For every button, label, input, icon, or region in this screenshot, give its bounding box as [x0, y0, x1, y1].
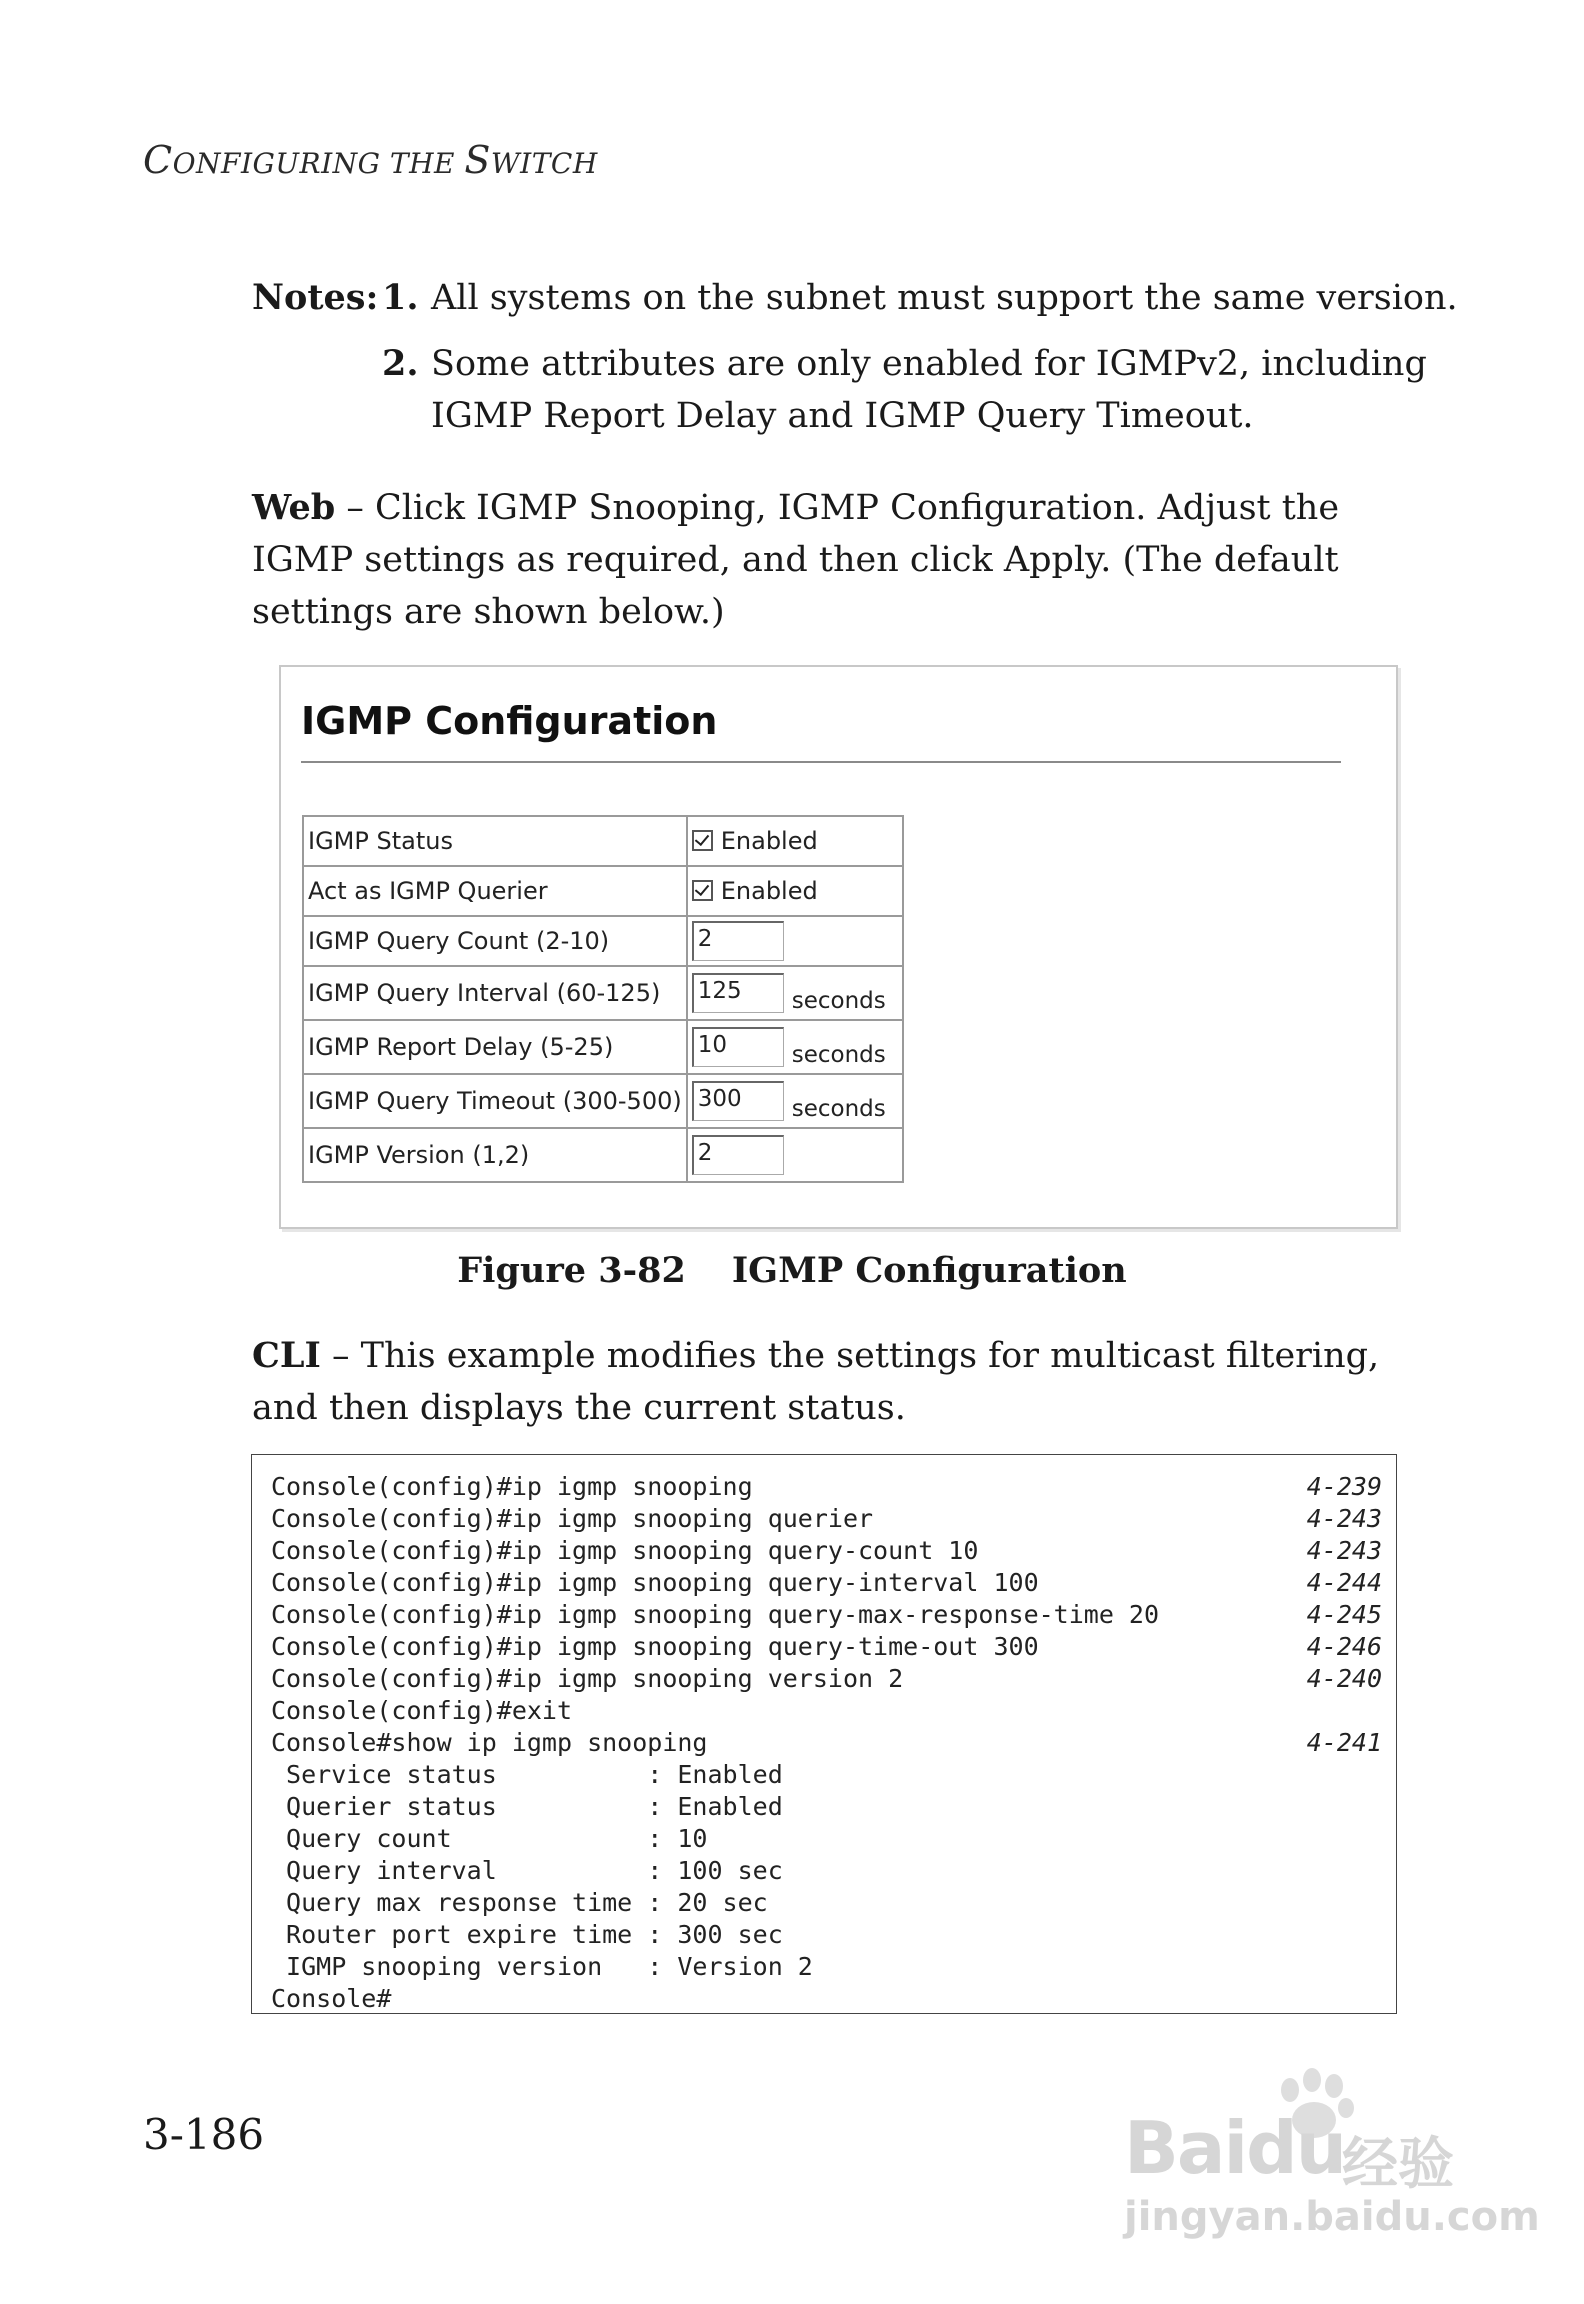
- query-interval-input[interactable]: 125: [692, 973, 784, 1013]
- watermark-brand: Baidu: [1124, 2106, 1345, 2190]
- igmp-status-checkbox[interactable]: [692, 830, 713, 851]
- cli-paragraph: CLI – This example modifies the settings for multicast filtering, and then displays the current status.: [252, 1335, 1380, 1428]
- cli-line: IGMP snooping version : Version 2: [271, 1952, 813, 1981]
- table-row: IGMP Version (1,2) 2: [303, 1128, 903, 1182]
- cli-page-ref: 4-246: [1306, 1632, 1382, 1661]
- web-lead: Web: [252, 487, 336, 528]
- cli-line: Service status : Enabled: [271, 1760, 783, 1789]
- title-divider: [301, 761, 1341, 763]
- cli-example-box: [251, 1454, 1397, 2014]
- cli-line: Console(config)#exit: [271, 1696, 573, 1725]
- table-row: IGMP Status Enabled: [303, 816, 903, 866]
- cli-line: Console(config)#ip igmp snooping querier: [271, 1504, 874, 1533]
- table-row: IGMP Report Delay (5-25) 10 seconds: [303, 1020, 903, 1074]
- cli-page-ref: 4-239: [1306, 1472, 1382, 1501]
- cli-line: Querier status : Enabled: [271, 1792, 783, 1821]
- cli-line: Console#: [271, 1984, 392, 2013]
- report-delay-input[interactable]: 10: [692, 1027, 784, 1067]
- igmp-version-input[interactable]: 2: [692, 1135, 784, 1175]
- table-row: IGMP Query Interval (60-125) 125 seconds: [303, 966, 903, 1020]
- cli-line: Console#show ip igmp snooping: [271, 1728, 708, 1757]
- cli-page-ref: 4-241: [1306, 1728, 1382, 1757]
- table-row: IGMP Query Timeout (300-500) 300 seconds: [303, 1074, 903, 1128]
- cli-page-ref: 4-244: [1306, 1568, 1382, 1597]
- igmp-config-screenshot: [279, 665, 1398, 1229]
- cli-line: Console(config)#ip igmp snooping query-count 10: [271, 1536, 979, 1565]
- cli-line: Router port expire time : 300 sec: [271, 1920, 783, 1949]
- query-timeout-input[interactable]: 300: [692, 1081, 784, 1121]
- table-row: Act as IGMP Querier Enabled: [303, 866, 903, 916]
- web-paragraph: Web – Click IGMP Snooping, IGMP Configuration. Adjust the IGMP settings as required, and then click Apply. (The default settings are shown below.): [252, 487, 1340, 632]
- table-row: IGMP Query Count (2-10) 2: [303, 916, 903, 966]
- cli-line: Query max response time : 20 sec: [271, 1888, 768, 1917]
- cli-page-ref: 4-240: [1306, 1664, 1382, 1693]
- query-count-input[interactable]: 2: [692, 921, 784, 961]
- watermark-url: jingyan.baidu.com: [1124, 2194, 1540, 2240]
- running-head: CONFIGURING THE SWITCH: [143, 138, 598, 182]
- cli-line: Console(config)#ip igmp snooping query-interval 100: [271, 1568, 1039, 1597]
- page-number: 3-186: [143, 2110, 265, 2159]
- cli-line: Console(config)#ip igmp snooping version 2: [271, 1664, 904, 1693]
- cli-page-ref: 4-245: [1306, 1600, 1382, 1629]
- cli-lead: CLI: [252, 1335, 321, 1376]
- cli-line: Query interval : 100 sec: [271, 1856, 783, 1885]
- cli-line: Console(config)#ip igmp snooping: [271, 1472, 753, 1501]
- cli-line: Query count : 10: [271, 1824, 708, 1853]
- cli-line: Console(config)#ip igmp snooping query-time-out 300: [271, 1632, 1039, 1661]
- cli-page-ref: 4-243: [1306, 1536, 1382, 1565]
- panel-title: IGMP Configuration: [301, 699, 718, 743]
- igmp-querier-checkbox[interactable]: [692, 880, 713, 901]
- watermark-brand-cn: 经验: [1342, 2132, 1454, 2197]
- cli-line: Console(config)#ip igmp snooping query-max-response-time 20: [271, 1600, 1160, 1629]
- notes-label: Notes:: [252, 277, 379, 318]
- baidu-watermark: [1110, 2068, 1540, 2248]
- igmp-config-table: [302, 815, 904, 1183]
- cli-page-ref: 4-243: [1306, 1504, 1382, 1533]
- figure-caption: Figure 3-82 IGMP Configuration: [457, 1250, 1127, 1291]
